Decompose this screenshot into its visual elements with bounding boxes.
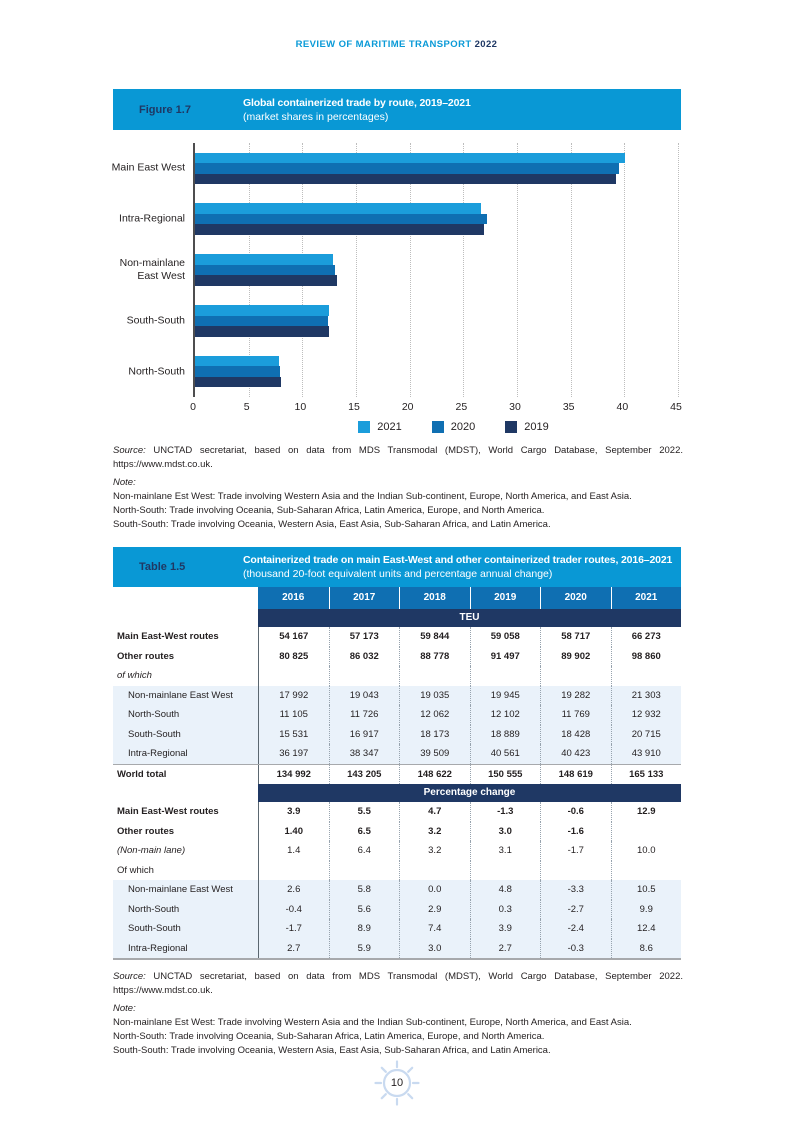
cell: 11 105 <box>258 705 329 725</box>
cell: 19 945 <box>470 686 541 706</box>
cell: 5.5 <box>329 802 400 822</box>
band-spacer <box>113 609 258 627</box>
table-year-header-row <box>113 587 681 609</box>
data-table <box>113 587 681 960</box>
year-header-cell: 2016 <box>258 587 329 609</box>
row-label: Non-mainlane East West <box>128 884 233 895</box>
cell: 2.9 <box>399 900 470 920</box>
row-label: Intra-Regional <box>128 748 188 759</box>
row-label: of which <box>117 670 152 681</box>
x-axis-tick-label: 5 <box>243 401 250 413</box>
cell: 17 992 <box>258 686 329 706</box>
cell <box>399 666 470 686</box>
year-header-cell: 2020 <box>540 587 611 609</box>
source-url: https://www.mdst.co.uk. <box>113 985 213 996</box>
table-row <box>113 822 681 842</box>
bar-2019 <box>195 174 616 185</box>
cell: 9.9 <box>611 900 682 920</box>
cell: 89 902 <box>540 647 611 667</box>
table-row <box>113 627 681 647</box>
chart-bar-group <box>111 153 678 185</box>
bar-2020 <box>195 316 328 327</box>
cell: 11 726 <box>329 705 400 725</box>
cell <box>611 666 682 686</box>
chart-bar-group <box>128 356 678 388</box>
chart-category-label: South-South <box>126 314 185 327</box>
cell: 19 282 <box>540 686 611 706</box>
cell: 16 917 <box>329 725 400 745</box>
year-header-cell: 2018 <box>399 587 470 609</box>
x-axis-tick-label: 40 <box>616 401 629 413</box>
x-axis-tick-label: 0 <box>190 401 196 413</box>
cell: 54 167 <box>258 627 329 647</box>
cell: 59 058 <box>470 627 541 647</box>
table-section-band <box>113 784 681 802</box>
cell: -0.3 <box>540 939 611 959</box>
chart-legend <box>193 421 676 433</box>
bar-2019 <box>195 377 281 388</box>
cell: 3.2 <box>399 841 470 861</box>
cell: 20 715 <box>611 725 682 745</box>
table-row <box>113 939 681 959</box>
cell: 12 932 <box>611 705 682 725</box>
cell: 0.3 <box>470 900 541 920</box>
cell <box>329 666 400 686</box>
chart-category-label: Main East West <box>111 161 185 174</box>
cell: 3.2 <box>399 822 470 842</box>
note-line: North-South: Trade involving Oceania, Sub-Saharan Africa, Latin America, Europe, and North America. <box>113 505 545 516</box>
cell: 4.8 <box>470 880 541 900</box>
bar-2019 <box>195 224 484 235</box>
figure-subtitle: (market shares in percentages) <box>243 110 389 123</box>
cell: 10.0 <box>611 841 682 861</box>
note-line: Non-mainlane Est West: Trade involving Western Asia and the Indian Sub-continent, Europe, North America, and East Asia. <box>113 491 632 502</box>
chart-xticks <box>190 401 682 415</box>
row-label: Of which <box>117 864 154 876</box>
legend-label: 2020 <box>450 421 476 433</box>
cell: 5.8 <box>329 880 400 900</box>
section-band-label: TEU <box>258 609 681 627</box>
source-line <box>113 444 683 458</box>
row-label: Non-mainlane East West <box>128 689 233 701</box>
chart-bar-group <box>119 254 678 286</box>
cell: 38 347 <box>329 744 400 764</box>
cell: 58 717 <box>540 627 611 647</box>
cell: 12.4 <box>611 919 682 939</box>
x-axis-tick-label: 15 <box>348 401 360 413</box>
row-label: Intra-Regional <box>128 942 188 954</box>
x-axis-tick-label: 10 <box>294 401 307 413</box>
chart-category-label: Non-mainlane East West <box>119 256 185 282</box>
cell: 80 825 <box>258 647 329 667</box>
cell: 2.7 <box>470 939 541 959</box>
cell: 86 032 <box>329 647 400 667</box>
table-row <box>113 666 681 686</box>
row-label: Other routes <box>117 650 175 662</box>
year-header-cell: 2017 <box>329 587 400 609</box>
bar-2020 <box>195 163 619 174</box>
cell <box>540 861 611 881</box>
bar-2021 <box>195 153 625 164</box>
x-axis-tick-label: 35 <box>562 401 575 413</box>
x-axis-tick-label: 30 <box>509 401 521 413</box>
source-label: Source: <box>113 445 146 456</box>
cell: -1.3 <box>470 802 541 822</box>
year-header-cell: 2021 <box>611 587 682 609</box>
row-label: South-South <box>128 923 181 934</box>
table-row <box>113 919 681 939</box>
cell: 3.1 <box>470 841 541 861</box>
bar-2019 <box>195 326 329 337</box>
cell: 57 173 <box>329 627 400 647</box>
row-label: North-South <box>128 709 180 720</box>
cell: 143 205 <box>329 765 400 785</box>
cell: 36 197 <box>258 744 329 764</box>
cell <box>470 861 541 881</box>
cell: 5.6 <box>329 900 400 920</box>
cell: 18 173 <box>399 725 470 745</box>
cell <box>611 861 682 881</box>
bar-2020 <box>195 214 487 225</box>
cell: 18 428 <box>540 725 611 745</box>
row-label: South-South <box>128 728 181 740</box>
x-axis-tick-label: 25 <box>455 401 468 413</box>
cell: 3.0 <box>399 939 470 959</box>
cell: -2.7 <box>540 900 611 920</box>
table-row <box>113 686 681 706</box>
cell: 98 860 <box>611 647 682 667</box>
note-line: Non-mainlane Est West: Trade involving Western Asia and the Indian Sub-continent, Europe, North America, and East Asia. <box>113 1017 632 1028</box>
cell: 19 043 <box>329 686 400 706</box>
cell: 39 509 <box>399 744 470 764</box>
chart-plot <box>111 143 678 397</box>
table-title: Containerized trade on main East-West and other containerized trader routes, 2016–2021 <box>243 554 673 566</box>
legend-item <box>505 421 548 433</box>
cell: -1.6 <box>540 822 611 842</box>
table-titles <box>243 553 672 581</box>
page-number-badge <box>374 1060 420 1106</box>
section-band-label: Percentage change <box>258 784 681 802</box>
legend-swatch <box>358 421 370 433</box>
cell <box>611 822 682 842</box>
bar-2019 <box>195 275 337 286</box>
running-header <box>0 39 793 50</box>
legend-item <box>358 421 401 433</box>
table-row <box>113 647 681 667</box>
note-label: Note: <box>113 1003 136 1014</box>
cell: 5.9 <box>329 939 400 959</box>
bar-2021 <box>195 254 333 265</box>
table-banner <box>113 547 681 587</box>
cell: 21 303 <box>611 686 682 706</box>
cell: 18 889 <box>470 725 541 745</box>
figure-titles <box>243 96 471 124</box>
table-subtitle: (thousand 20-foot equivalent units and percentage annual change) <box>243 568 553 580</box>
table-source-note <box>113 970 683 1058</box>
cell: 91 497 <box>470 647 541 667</box>
cell: -0.6 <box>540 802 611 822</box>
cell: 43 910 <box>611 744 682 764</box>
cell <box>540 666 611 686</box>
cell: 19 035 <box>399 686 470 706</box>
cell: -3.3 <box>540 880 611 900</box>
table-row <box>113 861 681 881</box>
note-line: South-South: Trade involving Oceania, Western Asia, East Asia, Sub-Saharan Africa, and Latin America. <box>113 519 551 530</box>
cell: 12.9 <box>611 802 682 822</box>
cell: 2.7 <box>258 939 329 959</box>
table-section-band <box>113 609 681 627</box>
cell: 15 531 <box>258 725 329 745</box>
cell: 0.0 <box>399 880 470 900</box>
table-row <box>113 802 681 822</box>
figure-source-note <box>113 444 683 532</box>
cell: 66 273 <box>611 627 682 647</box>
cell: 8.6 <box>611 939 682 959</box>
cell: 8.9 <box>329 919 400 939</box>
bar-2021 <box>195 203 481 214</box>
running-header-title: REVIEW OF MARITIME TRANSPORT <box>295 39 472 50</box>
chart-category-label: Intra-Regional <box>119 212 185 225</box>
year-header-cell: 2019 <box>470 587 541 609</box>
cell: -1.7 <box>258 919 329 939</box>
figure-label: Figure 1.7 <box>139 103 191 116</box>
cell: -0.4 <box>258 900 329 920</box>
cell <box>399 861 470 881</box>
bar-chart <box>113 135 681 437</box>
bar-2020 <box>195 265 335 276</box>
cell: 7.4 <box>399 919 470 939</box>
table-row <box>113 764 681 785</box>
x-axis-tick-label: 20 <box>401 401 414 413</box>
bar-2021 <box>195 356 279 367</box>
table-row <box>113 900 681 920</box>
cell: 6.4 <box>329 841 400 861</box>
row-label: North-South <box>128 903 180 915</box>
row-label: (Non-main lane) <box>117 845 186 856</box>
table-row <box>113 705 681 725</box>
chart-bar-group <box>119 203 678 235</box>
figure-banner <box>113 89 681 130</box>
legend-label: 2021 <box>377 421 402 433</box>
x-axis-tick-label: 45 <box>670 401 682 413</box>
note-label: Note: <box>113 477 136 488</box>
cell: 3.9 <box>258 802 329 822</box>
source-url: https://www.mdst.co.uk. <box>113 459 213 470</box>
legend-swatch <box>505 421 517 433</box>
legend-label: 2019 <box>524 421 549 433</box>
cell: 12 062 <box>399 705 470 725</box>
source-label: Source: <box>113 971 146 982</box>
band-spacer <box>113 784 258 802</box>
cell: 40 561 <box>470 744 541 764</box>
cell: 134 992 <box>258 765 329 785</box>
note-line: North-South: Trade involving Oceania, Sub-Saharan Africa, Latin America, Europe, and North America. <box>113 1031 545 1042</box>
bar-2021 <box>195 305 329 316</box>
cell: 11 769 <box>540 705 611 725</box>
cell: 12 102 <box>470 705 541 725</box>
page-number: 10 <box>390 1077 404 1089</box>
year-header-spacer <box>113 587 258 609</box>
running-header-year: 2022 <box>474 39 498 50</box>
source-text: UNCTAD secretariat, based on data from MDS Transmodal (MDST), World Cargo Database, September 2022. <box>153 971 683 982</box>
cell: 3.9 <box>470 919 541 939</box>
cell <box>470 666 541 686</box>
cell: -1.7 <box>540 841 611 861</box>
cell: -2.4 <box>540 919 611 939</box>
table-row <box>113 725 681 745</box>
cell: 1.40 <box>258 822 329 842</box>
chart-bar-group <box>126 305 678 337</box>
cell: 59 844 <box>399 627 470 647</box>
table-label: Table 1.5 <box>139 561 186 573</box>
legend-item <box>432 421 475 433</box>
cell: 10.5 <box>611 880 682 900</box>
cell: 148 622 <box>399 765 470 785</box>
cell: 165 133 <box>611 765 682 785</box>
cell: 2.6 <box>258 880 329 900</box>
row-label: Main East-West routes <box>117 806 219 817</box>
figure-title: Global containerized trade by route, 2019–2021 <box>243 96 471 109</box>
cell: 4.7 <box>399 802 470 822</box>
cell: 88 778 <box>399 647 470 667</box>
cell: 148 619 <box>540 765 611 785</box>
note-line: South-South: Trade involving Oceania, Western Asia, East Asia, Sub-Saharan Africa, and Latin America. <box>113 1045 551 1056</box>
legend-swatch <box>432 421 444 433</box>
table-row <box>113 880 681 900</box>
cell: 3.0 <box>470 822 541 842</box>
table-row <box>113 841 681 861</box>
row-label: World total <box>117 768 167 780</box>
row-label: Main East-West routes <box>117 631 219 642</box>
cell: 6.5 <box>329 822 400 842</box>
chart-gridline <box>678 143 679 397</box>
chart-category-label: North-South <box>128 365 185 378</box>
cell: 40 423 <box>540 744 611 764</box>
cell <box>258 666 329 686</box>
bar-2020 <box>195 366 280 377</box>
source-line <box>113 970 683 984</box>
cell <box>329 861 400 881</box>
cell: 1.4 <box>258 841 329 861</box>
table-row <box>113 744 681 764</box>
cell <box>258 861 329 881</box>
source-text: UNCTAD secretariat, based on data from MDS Transmodal (MDST), World Cargo Database, September 2022. <box>153 445 683 456</box>
cell: 150 555 <box>470 765 541 785</box>
row-label: Other routes <box>117 825 175 837</box>
